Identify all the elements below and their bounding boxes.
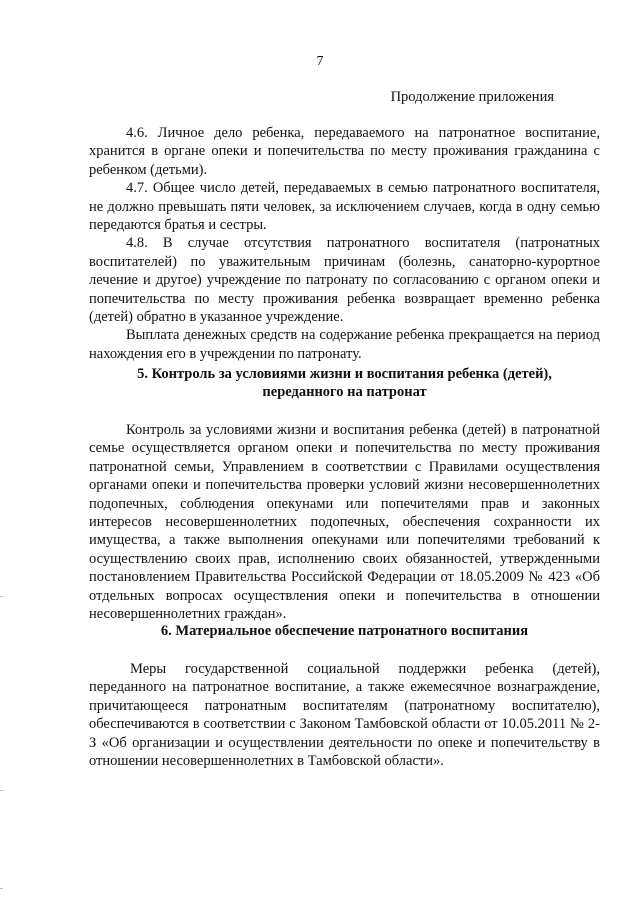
payment-termination-paragraph: Выплата денежных средств на содержание ребенка прекращается на период нахождения его в учреждении по патронату.	[89, 327, 600, 362]
section-6-body	[89, 660, 600, 770]
page-number: 7	[316, 54, 324, 69]
scan-margin-mark	[0, 790, 3, 791]
section-5-heading-line-1: 5. Контроль за условиями жизни и воспитания ребенка (детей),	[137, 366, 552, 382]
clause-4-6: 4.6. Личное дело ребенка, передаваемого на патронатное воспитание, хранится в органе опеки и попечительства по месту проживания гражданина с ребенком (детьми).	[89, 125, 600, 178]
section-5-paragraph: Контроль за условиями жизни и воспитания ребенка (детей) в патронатной семье осуществляется органом опеки и попечительства по месту проживания патронатной семьи, Управлением в соответствии с Правилами осуществления органами опеки и попечительства проверки условий жизни несовершеннолетних подопечных, соблюдения опекунами или попечителями прав и законных интересов несовершеннолетних подопечных, обеспечения сохранности их имущества, а также выполнения опекунами или попечителями требований к осуществлению своих прав, исполнению своих обязанностей, утвержденными постановлением Правительства Российской Федерации от 18.05.2009 № 423 «Об отдельных вопросах осуществления опеки и попечительства в отношении несовершеннолетних граждан».	[89, 422, 600, 623]
clause-4-8: 4.8. В случае отсутствия патронатного воспитателя (патронатных воспитателей) по уважительным причинам (болезнь, санаторно-курортное лечение и другое) учреждение по патронату по согласованию с органом опеки и попечительства по месту проживания ребенка возвращает временно ребенка (детей) обратно в указанное учреждение.	[89, 235, 600, 326]
scan-margin-mark	[0, 596, 3, 597]
appendix-continuation-label: Продолжение приложения	[390, 89, 554, 105]
section-5-heading	[89, 365, 600, 402]
section-5-heading-line-2: переданного на патронат	[262, 384, 427, 401]
clauses-4-6-to-4-8	[89, 124, 600, 363]
section-6-heading-text: 6. Материальное обеспечение патронатного воспитания	[160, 623, 529, 639]
section-6-paragraph: Меры государственной социальной поддержки ребенка (детей), переданного на патронатное воспитание, а также ежемесячное вознаграждение, причитающееся патронатным воспитателям (патронатному воспитателю), обеспечиваются в соответствии с Законом Тамбовской области от 10.05.2011 № 2-З «Об организации и осуществлении деятельности по опеке и попечительству в отношении несовершеннолетних в Тамбовской области».	[89, 661, 600, 770]
section-6-heading	[89, 622, 600, 640]
scan-margin-mark	[0, 888, 3, 889]
section-5-body	[89, 421, 600, 623]
clause-4-7: 4.7. Общее число детей, передаваемых в семью патронатного воспитателя, не должно превышать пяти человек, за исключением случаев, когда в одну семью передаются братья и сестры.	[89, 180, 600, 234]
